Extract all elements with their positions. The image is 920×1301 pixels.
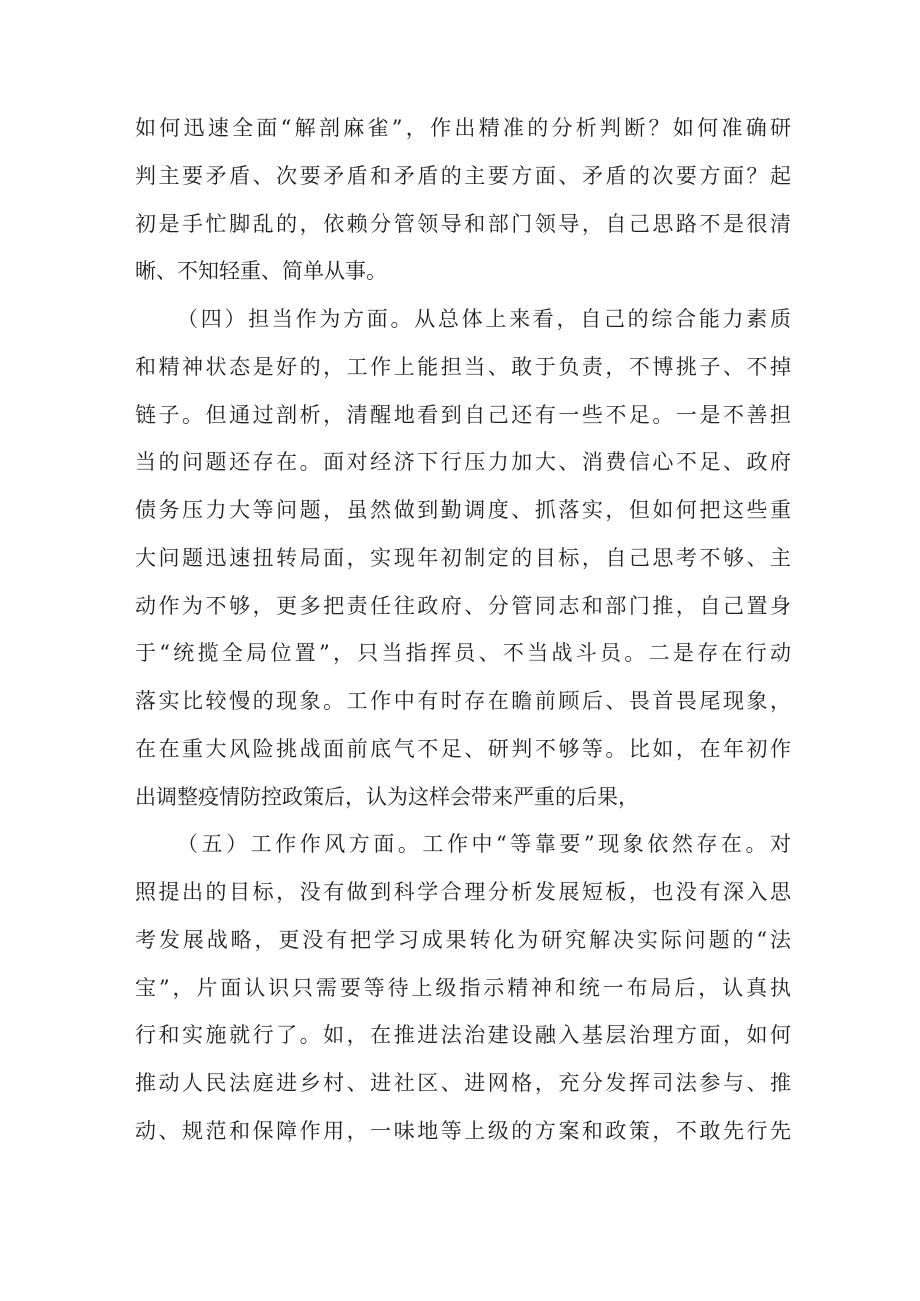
text-line: 于“统揽全局位置”，只当指挥员、不当战斗员。二是存在行动: [135, 641, 791, 666]
paragraph-heading-line: （四）担当作为方面。从总体上来看，自己的综合能力素质: [177, 307, 791, 331]
text-line: 如何迅速全面“解剖麻雀”，作出精准的分析判断？如何准确研: [135, 116, 791, 140]
text-line: 和精神状态是好的，工作上能担当、敢于负责，不博挑子、不掉: [135, 354, 791, 379]
text-line: 推动人民法庭进乡村、进社区、进网格，充分发挥司法参与、推: [135, 1071, 791, 1095]
text-line: 债务压力大等问题，虽然做到勤调度、抓落实，但如何把这些重: [135, 498, 791, 522]
text-line: 判主要矛盾、次要矛盾和矛盾的主要方面、矛盾的次要方面？起: [135, 163, 791, 188]
text-line: 链子。但通过剖析，清醒地看到自己还有一些不足。一是不善担: [135, 402, 791, 427]
text-line: 考发展战略，更没有把学习成果转化为研究解决实际问题的“法: [135, 927, 791, 952]
text-line: 落实比较慢的现象。工作中有时存在瞻前顾后、畏首畏尾现象，: [135, 689, 791, 713]
text-line: 宝”，片面认识只需要等待上级指示精神和统一布局后，认真执: [135, 975, 791, 1000]
text-line: 大问题迅速扭转局面，实现年初制定的目标，自己思考不够、主: [135, 545, 791, 570]
text-line: 晰、不知轻重、简单从事。: [135, 259, 387, 284]
text-line: 出调整疫情防控政策后，认为这样会带来严重的后果，: [135, 784, 639, 809]
text-line: 当的问题还存在。面对经济下行压力加大、消费信心不足、政府: [135, 450, 791, 475]
text-line: 动作为不够，更多把责任往政府、分管同志和部门推，自己置身: [135, 593, 791, 618]
document-body: [135, 105, 791, 1156]
paragraph-heading-line: （五）工作作风方面。工作中“等靠要”现象依然存在。对: [177, 832, 791, 857]
text-line: 动、规范和保障作用，一味地等上级的方案和政策，不敢先行先: [135, 1118, 791, 1143]
text-line: 行和实施就行了。如，在推进法治建设融入基层治理方面，如何: [135, 1023, 791, 1048]
text-line: 初是手忙脚乱的，依赖分管领导和部门领导，自己思路不是很清: [135, 211, 791, 236]
text-line: 在在重大风险挑战面前底气不足、研判不够等。比如，在年初作: [135, 736, 791, 761]
text-line: 照提出的目标，没有做到科学合理分析发展短板，也没有深入思: [135, 880, 791, 904]
